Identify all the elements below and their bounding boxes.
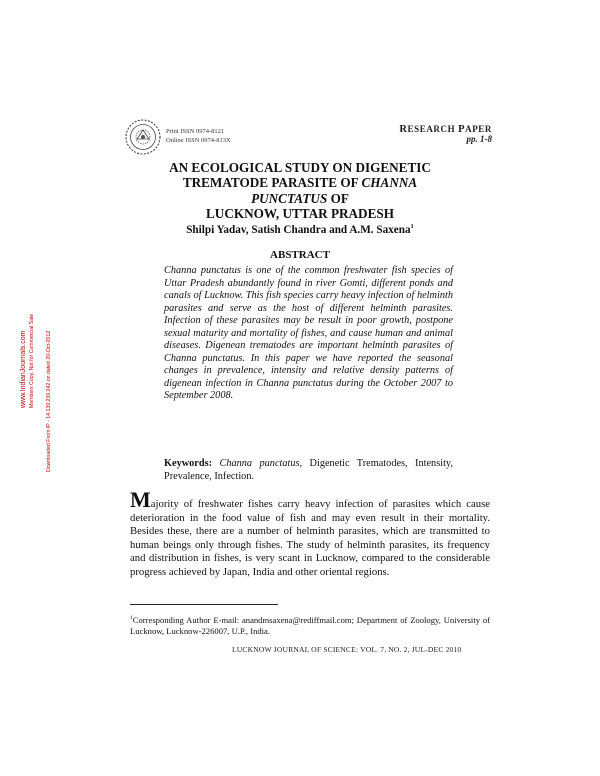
title-line-2-pre: TREMATODE PARASITE OF [182, 175, 362, 191]
title-line-3: LUCKNOW, UTTAR PRADESH [206, 206, 394, 222]
footnote-separator [130, 604, 278, 605]
paper-type-smallcaps-1: ESEARCH [407, 124, 459, 134]
keywords-species: Channa punctatus [219, 458, 300, 469]
author-names: Shilpi Yadav, Satish Chandra and A.M. Saxena [186, 224, 411, 236]
title-species-name: CHANNA PUNCTATUS [251, 175, 418, 206]
drop-cap: M [130, 487, 151, 512]
watermark-download-info: Downloaded From IP - 14.139.236.242 on dated 20-Oct-2012 [46, 330, 52, 472]
footnote-text: Corresponding Author E-mail: anandmsaxena@rediffmail.com; Department of Zoology, University of Lucknow, Lucknow-226007, U.P., India. [130, 615, 490, 636]
university-seal-logo [124, 118, 162, 156]
author-footnote-marker: 1 [410, 223, 414, 230]
body-text: ajority of freshwater fishes carry heavy infection of parasites which cause deterioration in the food value of fish and may even result in their mortality. Besides these, there are a number of helminth parasites, which are transmitted to human beings only through fishes. The study of helminth parasites, its frequency and distribution in fishes, is very scant in Lucknow, compared to the considerable progress achieved by Japan, India and other oriental regions. [130, 498, 490, 578]
body-paragraph [130, 487, 490, 580]
journal-footer: LUCKNOW JOURNAL OF SCIENCE: VOL. 7, NO. 2, JUL-DEC 2010 [232, 645, 462, 654]
title-line-1: AN ECOLOGICAL STUDY ON DIGENETIC [169, 160, 431, 175]
abstract-heading: ABSTRACT [270, 249, 330, 261]
keywords-rest: , Digenetic Trematodes, Intensity, Prevalence, Infection. [164, 458, 453, 482]
abstract-text: Channa punctatus is one of the common freshwater fish species of Uttar Pradesh abundantly found in river Gomti, different ponds and canals of Lucknow. This fish species carry heavy infection of helminth parasites and serve as the host of different helminth parasites. Infection of these parasites may be result in poor growth, postpone sexual maturity and mortality of fishes, and cause human and animal diseases. Digenean trematodes are important helminth parasites of Channa punctatus. In this paper we have reported the seasonal changes in prevalence, intensity and relative density patterns of digenean infection in Channa punctatus during the October 2007 to September 2008. [164, 265, 453, 401]
author-list [150, 223, 450, 236]
footnote-marker: 1 [130, 615, 133, 621]
footnote [130, 613, 490, 637]
keywords-label: Keywords: [164, 458, 213, 469]
paper-type-cap-p: P [458, 124, 466, 135]
print-issn: Print ISSN 0974-8121 [166, 128, 225, 135]
paper-type-cap-r: R [399, 124, 408, 135]
issn-block [166, 127, 231, 145]
watermark-site: www.IndianJournals.com [20, 330, 27, 408]
page-range: pp. 1-8 [466, 134, 492, 144]
title-line-2 [150, 175, 450, 206]
title-line-2-post: OF [327, 190, 349, 206]
paper-type-smallcaps-2: APER [465, 124, 492, 134]
keywords [164, 458, 453, 483]
watermark-copy-notice: Members Copy, Not for Commercial Sale [29, 313, 35, 408]
online-issn: Online ISSN 0974-813X [166, 137, 231, 144]
paper-title [150, 160, 450, 222]
